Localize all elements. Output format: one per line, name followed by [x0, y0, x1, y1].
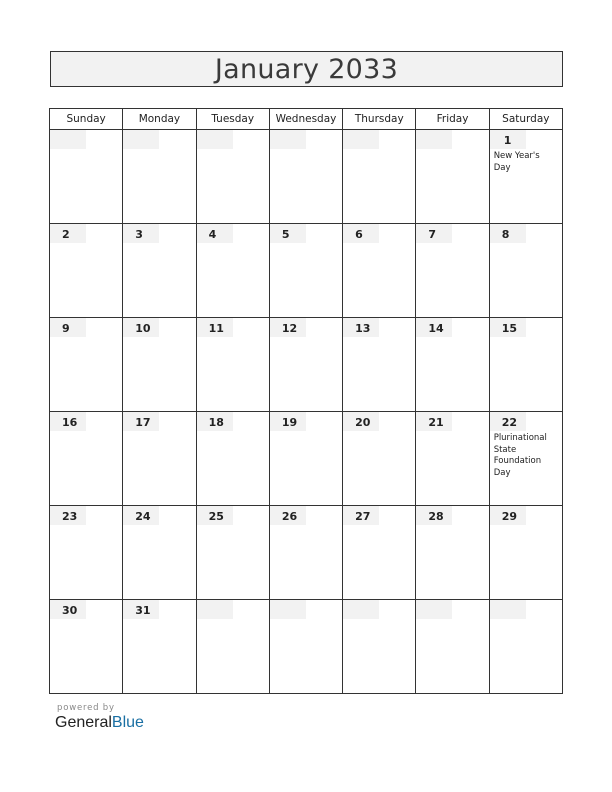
day-cell: [196, 318, 269, 412]
day-number: 31: [123, 600, 159, 619]
day-number: 8: [490, 224, 526, 243]
day-cell: [343, 600, 416, 694]
day-cell: [269, 318, 342, 412]
day-cell: [416, 130, 489, 224]
day-cell: [196, 130, 269, 224]
day-cell: [50, 224, 123, 318]
day-number: [343, 600, 379, 619]
day-number: [416, 130, 452, 149]
day-number: [123, 130, 159, 149]
day-number: [490, 600, 526, 619]
day-cell: [196, 412, 269, 506]
week-row: [50, 224, 563, 318]
day-number: [197, 130, 233, 149]
day-cell: [416, 318, 489, 412]
day-cell: [50, 600, 123, 694]
day-cell: [50, 506, 123, 600]
day-number: 15: [490, 318, 526, 337]
day-cell: [123, 318, 196, 412]
week-row: [50, 130, 563, 224]
day-number: 5: [270, 224, 306, 243]
day-number: 16: [50, 412, 86, 431]
day-cell: [489, 506, 562, 600]
brand-general-text: General: [55, 714, 112, 731]
day-cell: [416, 506, 489, 600]
day-number: 6: [343, 224, 379, 243]
day-number: 27: [343, 506, 379, 525]
day-number: 28: [416, 506, 452, 525]
day-cell: [50, 318, 123, 412]
holiday-label: New Year's Day: [493, 151, 540, 173]
day-cell: [196, 600, 269, 694]
day-cell: [269, 130, 342, 224]
day-cell: [269, 600, 342, 694]
day-number: 4: [197, 224, 233, 243]
day-number: 26: [270, 506, 306, 525]
weekday-saturday: Saturday: [489, 109, 562, 130]
day-cell: [269, 224, 342, 318]
week-row: [50, 412, 563, 506]
week-row: [50, 600, 563, 694]
day-number: 29: [490, 506, 526, 525]
day-number: 30: [50, 600, 86, 619]
day-cell: [196, 224, 269, 318]
weekday-friday: Friday: [416, 109, 489, 130]
day-cell: [416, 412, 489, 506]
day-number: 17: [123, 412, 159, 431]
weekday-header-row: [50, 109, 563, 130]
day-number: [197, 600, 233, 619]
generalblue-logo[interactable]: [55, 714, 144, 732]
weekday-sunday: Sunday: [50, 109, 123, 130]
brand-blue-text: Blue: [111, 714, 144, 731]
powered-by-text: powered by: [57, 703, 115, 713]
day-number: 12: [270, 318, 306, 337]
calendar-grid: [49, 108, 563, 694]
day-number: 19: [270, 412, 306, 431]
day-cell: [343, 130, 416, 224]
day-cell: [343, 412, 416, 506]
day-number: 13: [343, 318, 379, 337]
day-cell: [416, 600, 489, 694]
day-cell: [50, 412, 123, 506]
day-cell: [123, 224, 196, 318]
day-cell: [343, 224, 416, 318]
day-number: 2: [50, 224, 86, 243]
day-number: 9: [50, 318, 86, 337]
weekday-tuesday: Tuesday: [196, 109, 269, 130]
calendar-title-box: [50, 51, 563, 87]
day-number: 25: [197, 506, 233, 525]
day-number: 24: [123, 506, 159, 525]
holiday-label: Plurinational State Foundation Day: [493, 433, 547, 478]
day-cell: [489, 224, 562, 318]
day-cell: [196, 506, 269, 600]
day-cell: [343, 318, 416, 412]
day-number: [343, 130, 379, 149]
day-cell: [489, 600, 562, 694]
day-number: 1: [490, 130, 526, 149]
day-number: [270, 600, 306, 619]
day-number: 10: [123, 318, 159, 337]
day-number: 14: [416, 318, 452, 337]
day-cell: [343, 506, 416, 600]
day-cell: [123, 600, 196, 694]
day-cell: [269, 412, 342, 506]
calendar-title: January 2033: [214, 53, 399, 85]
day-number: 7: [416, 224, 452, 243]
day-cell: [269, 506, 342, 600]
day-cell: [123, 130, 196, 224]
day-number: 3: [123, 224, 159, 243]
day-number: [416, 600, 452, 619]
day-number: 23: [50, 506, 86, 525]
day-cell: [50, 130, 123, 224]
day-number: [270, 130, 306, 149]
weekday-monday: Monday: [123, 109, 196, 130]
day-cell: [489, 318, 562, 412]
day-number: [50, 130, 86, 149]
day-number: 11: [197, 318, 233, 337]
day-number: 20: [343, 412, 379, 431]
day-number: 22: [490, 412, 526, 431]
day-number: 18: [197, 412, 233, 431]
day-cell: [123, 506, 196, 600]
week-row: [50, 506, 563, 600]
weekday-wednesday: Wednesday: [269, 109, 342, 130]
weekday-thursday: Thursday: [343, 109, 416, 130]
day-cell: [489, 130, 562, 224]
week-row: [50, 318, 563, 412]
day-cell: [489, 412, 562, 506]
day-cell: [123, 412, 196, 506]
day-cell: [416, 224, 489, 318]
day-number: 21: [416, 412, 452, 431]
